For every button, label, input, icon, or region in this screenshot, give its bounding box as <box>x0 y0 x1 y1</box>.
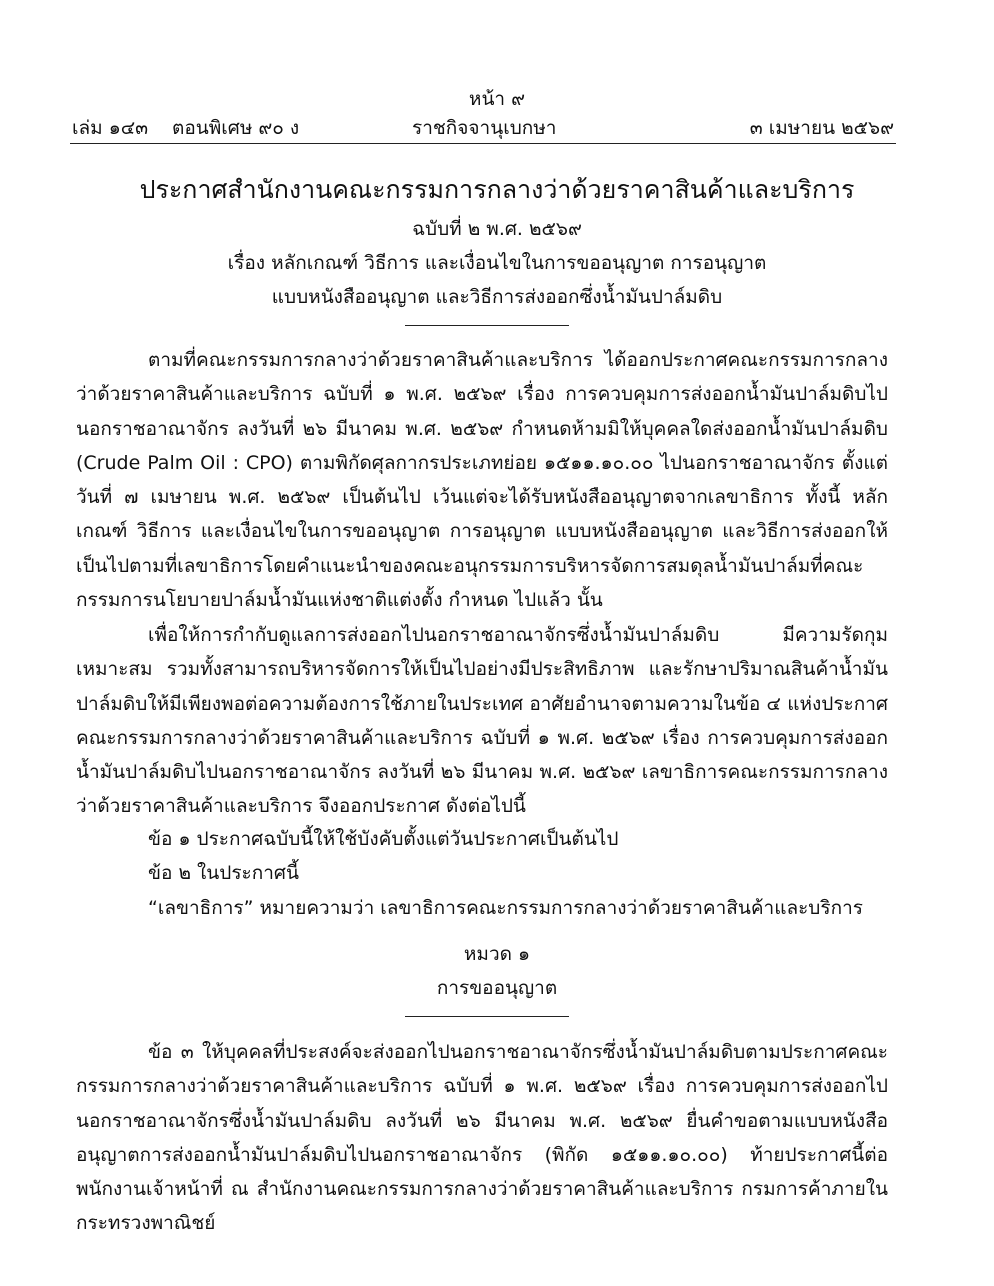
purpose-paragraph: เพื่อให้การกำกับดูแลการส่งออกไปนอกราชอาณาจักรซึ่งน้ำมันปาล์มดิบ มีความรัดกุม เหมาะสม รวมทั้งสามารถบริหารจัดการให้เป็นไปอย่างมีประสิทธิภาพ และรักษาปริมาณสินค้าน้ำมันปาล์มดิบให้มีเพียงพอต่อความต้องการใช้ภายในประเทศ อาศัยอำนาจตามความในข้อ ๔ แห่งประกาศคณะกรรมการกลางว่าด้วยราคาสินค้าและบริการ ฉบับที่ ๑ พ.ศ. ๒๕๖๙ เรื่อง การควบคุมการส่งออกน้ำมันปาล์มดิบไปนอกราชอาณาจักร ลงวันที่ ๒๖ มีนาคม พ.ศ. ๒๕๖๙ เลขาธิการคณะกรรมการกลางว่าด้วยราคาสินค้าและบริการ จึงออกประกาศ ดังต่อไปนี้ <box>76 624 888 818</box>
document-subject-line1: เรื่อง หลักเกณฑ์ วิธีการ และเงื่อนไขในการขออนุญาต การอนุญาต <box>227 252 767 274</box>
preamble-paragraph: ตามที่คณะกรรมการกลางว่าด้วยราคาสินค้าและบริการ ได้ออกประกาศคณะกรรมการกลางว่าด้วยราคาสินค้าและบริการ ฉบับที่ ๑ พ.ศ. ๒๕๖๙ เรื่อง การควบคุมการส่งออกน้ำมันปาล์มดิบไปนอกราชอาณาจักร ลงวันที่ ๒๖ มีนาคม พ.ศ. ๒๕๖๙ กำหนดห้ามมิให้บุคคลใดส่งออกน้ำมันปาล์มดิบ (Crude Palm Oil : CPO) ตามพิกัดศุลกากรประเภทย่อย ๑๕๑๑.๑๐.๐๐ ไปนอกราชอาณาจักร ตั้งแต่วันที่ ๗ เมษายน พ.ศ. ๒๕๖๙ เป็นต้นไป เว้นแต่จะได้รับหนังสืออนุญาตจากเลขาธิการ ทั้งนี้ หลักเกณฑ์ วิธีการ และเงื่อนไขในการขออนุญาต การอนุญาต แบบหนังสืออนุญาต และวิธีการส่งออกให้เป็นไปตามที่เลขาธิการโดยคำแนะนำของคณะอนุกรรมการบริหารจัดการสมดุลน้ำมันปาล์มที่คณะกรรมการนโยบายปาล์มน้ำมันแห่งชาติแต่งตั้ง กำหนด ไปแล้ว นั้น <box>76 349 888 612</box>
issue-number: ตอนพิเศษ ๙๐ ง <box>172 117 300 139</box>
publication-date: ๓ เมษายน ๒๕๖๙ <box>749 117 894 139</box>
clause-3: ข้อ ๓ ให้บุคคลที่ประสงค์จะส่งออกไปนอกราชอาณาจักรซึ่งน้ำมันปาล์มดิบตามประกาศคณะกรรมการกลางว่าด้วยราคาสินค้าและบริการ ฉบับที่ ๑ พ.ศ. ๒๕๖๙ เรื่อง การควบคุมการส่งออกไปนอกราชอาณาจักรซึ่งน้ำมันปาล์มดิบ ลงวันที่ ๒๖ มีนาคม พ.ศ. ๒๕๖๙ ยื่นคำขอตามแบบหนังสืออนุญาตการส่งออกน้ำมันปาล์มดิบไปนอกราชอาณาจักร (พิกัด ๑๕๑๑.๑๐.๐๐) ท้ายประกาศนี้ต่อพนักงานเจ้าหน้าที่ ณ สำนักงานคณะกรรมการกลางว่าด้วยราคาสินค้าและบริการ กรมการค้าภายในกระทรวงพาณิชย์ <box>76 1041 888 1235</box>
clause-1: ข้อ ๑ ประกาศฉบับนี้ให้ใช้บังคับตั้งแต่วันประกาศเป็นต้นไป <box>148 828 619 850</box>
gazette-header <box>72 113 894 141</box>
document-title: ประกาศสำนักงานคณะกรรมการกลางว่าด้วยราคาสินค้าและบริการ <box>139 175 855 204</box>
clause-2: ข้อ ๒ ในประกาศนี้ <box>148 862 299 884</box>
chapter-title: การขออนุญาต <box>436 977 558 999</box>
header-divider <box>70 143 896 144</box>
document-subject-line2: แบบหนังสืออนุญาต และวิธีการส่งออกซึ่งน้ำมันปาล์มดิบ <box>271 286 723 308</box>
chapter-number: หมวด ๑ <box>463 943 531 965</box>
document-edition: ฉบับที่ ๒ พ.ศ. ๒๕๖๙ <box>412 218 582 240</box>
publication-name: ราชกิจจานุเบกษา <box>412 117 557 139</box>
volume-number: เล่ม ๑๔๓ <box>72 117 149 139</box>
definition-secretary-general: “เลขาธิการ” หมายความว่า เลขาธิการคณะกรรมการกลางว่าด้วยราคาสินค้าและบริการ <box>148 897 863 919</box>
page-number: หน้า ๙ <box>468 88 526 110</box>
title-divider <box>405 325 569 326</box>
chapter-divider <box>405 1016 569 1017</box>
